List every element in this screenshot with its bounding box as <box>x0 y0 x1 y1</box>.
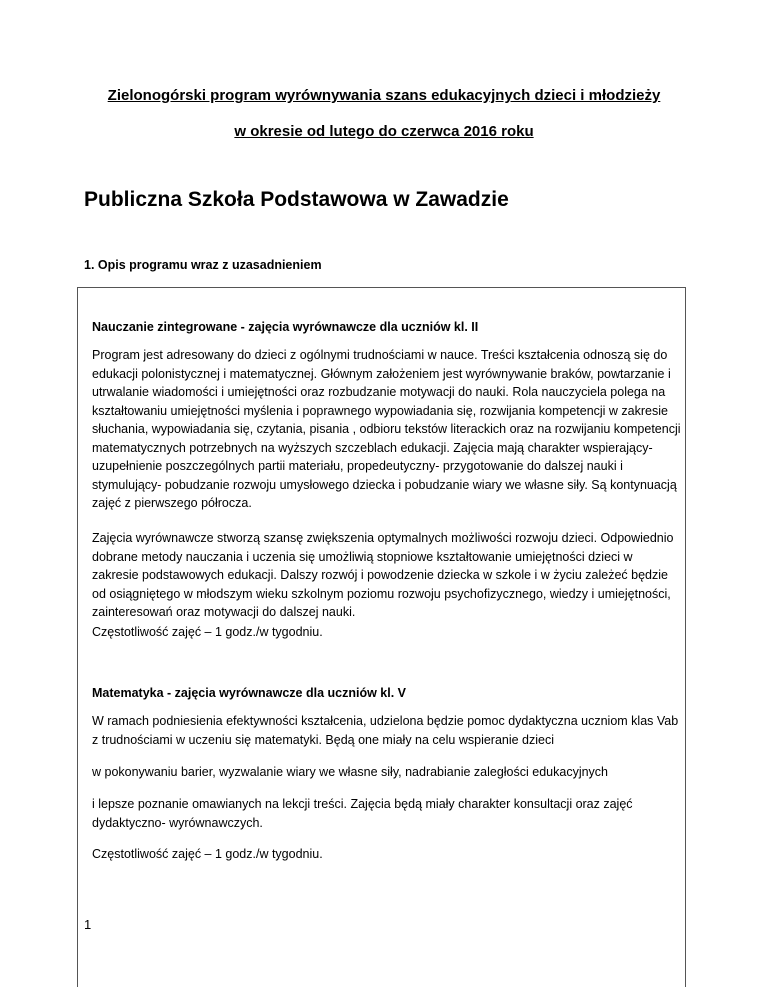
block-2-paragraph-3-text: i lepsze poznanie omawianych na lekcji treści. Zajęcia będą miały charakter konsultacji oraz zajęć dydaktyczno- wyrównawczych. <box>92 797 633 830</box>
section-heading: 1. Opis programu wraz z uzasadnieniem <box>84 258 322 272</box>
block-1-paragraph-2 <box>92 529 682 622</box>
page-number: 1 <box>84 917 92 932</box>
document-title-line-1: Zielonogórski program wyrównywania szans edukacyjnych dzieci i młodzieży <box>107 87 661 104</box>
block-1-paragraph-2-text: Zajęcia wyrównawcze stworzą szansę zwiększenia optymalnych możliwości rozwoju dzieci. Odpowiednio dobrane metody nauczania i uczenia się umożliwią stopniowe kształtowanie umiejętności dzieci w zakresie podstawowych edukacji. Dalszy rozwój i powodzenie dziecka w szkole i w życiu zależeć będzie od osiągniętego w młodszym wieku szkolnym poziomu rozwoju psychofizycznego, wiedzy i umiejętności, zainteresowań oraz motywacji do dalszej nauki. <box>92 531 674 619</box>
block-2-paragraph-2 <box>92 763 682 782</box>
block-2-frequency-text: Częstotliwość zajęć – 1 godz./w tygodniu. <box>92 847 323 861</box>
block-2-heading-text: Matematyka - zajęcia wyrównawcze dla uczniów kl. V <box>92 686 407 700</box>
block-1-paragraph-1 <box>92 346 682 513</box>
block-2-heading <box>92 684 682 703</box>
block-1-frequency <box>92 623 682 642</box>
document-title-line-2: w okresie od lutego do czerwca 2016 roku <box>234 123 534 140</box>
block-1-frequency-text: Częstotliwość zajęć – 1 godz./w tygodniu. <box>92 625 323 639</box>
block-2-paragraph-3 <box>92 795 682 832</box>
block-2-paragraph-2-text: w pokonywaniu barier, wyzwalanie wiary we własne siły, nadrabianie zaległości edukacyjnych <box>92 765 608 779</box>
school-name: Publiczna Szkoła Podstawowa w Zawadzie <box>84 188 509 211</box>
block-2-paragraph-1-text: W ramach podniesienia efektywności kształcenia, udzielona będzie pomoc dydaktyczna uczniom klas Vab z trudnościami w uczeniu się matematyki. Będą one miały na celu wspieranie dzieci <box>92 714 679 747</box>
block-1-heading-text: Nauczanie zintegrowane - zajęcia wyrównawcze dla uczniów kl. II <box>92 320 479 334</box>
block-2-frequency <box>92 845 682 864</box>
block-1-paragraph-1-text: Program jest adresowany do dzieci z ogólnymi trudnościami w nauce. Treści kształcenia odnoszą się do edukacji polonistycznej i matematycznej. Głównym założeniem jest wyrównywanie braków, powtarzanie i utrwalanie wiadomości i umiejętności oraz rozbudzanie motywacji do nauki. Rola nauczyciela polega na kształtowaniu umiejętności myślenia i poprawnego wypowiadania się, rozwijania kompetencji w zakresie słuchania, wypowiadania się, czytania, pisania , odbioru tekstów literackich oraz na rozwijaniu kompetencji matematycznych potrzebnych na wyższych szczeblach edukacji. Zajęcia mają charakter wspierający- uzupełnienie poszczególnych partii materiału, propedeutyczny- przygotowanie do dalszej nauki i stymulujący- pobudzanie rozwoju umysłowego dziecka i pobudzanie wiary we własne siły. Są kontynuacją zajęć z pierwszego półrocza. <box>92 348 681 510</box>
block-2-paragraph-1 <box>92 712 682 749</box>
block-1-heading <box>92 318 682 337</box>
